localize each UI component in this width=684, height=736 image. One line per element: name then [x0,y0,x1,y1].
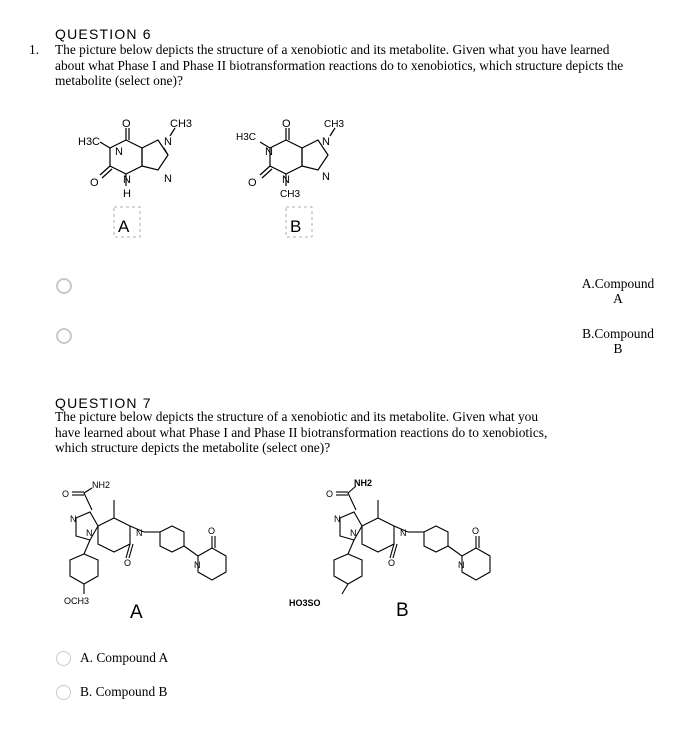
atom-o: O [248,177,257,189]
q6-option-b-radio[interactable] [56,328,72,344]
atom-o: O [122,118,131,130]
q6-structures-figure [60,108,360,258]
q7-option-a-radio[interactable] [56,651,71,666]
question-6-prompt [55,42,675,89]
atom-n: N [322,136,330,148]
atom-n: N [86,528,93,538]
atom-o: O [208,526,216,536]
atom-ch3: CH3 [324,119,345,130]
q7-compound-a-structure [70,488,226,594]
q7-structure-label-a: A [130,602,143,623]
atom-o: O [326,489,334,499]
option-line: A.Compound [581,276,655,291]
atom-ch3: CH3 [170,118,193,130]
atom-n: N [265,146,273,158]
question-7-prompt [55,409,575,456]
question-number: 1. [29,42,40,57]
atom-n: N [334,514,341,524]
atom-n: N [115,146,123,158]
q6-structure-label-a: A [118,217,130,236]
atom-o: O [388,558,396,568]
atom-n: N [70,514,77,524]
atom-n: N [282,174,290,186]
atom-n: N [322,171,330,183]
q6-structure-label-b: B [290,217,302,236]
atom-och3: OCH3 [64,596,90,606]
option-line: B [613,341,623,356]
atom-n: N [400,528,407,538]
atom-o: O [124,558,132,568]
atom-o: O [282,118,291,130]
q6-option-b-label[interactable] [578,326,658,356]
atom-nh2: NH2 [92,480,111,490]
prompt-line: have learned about what Phase I and Phase II biotransformation reactions do to xenobiotics, [55,424,548,440]
atom-ch3: CH3 [280,189,301,200]
prompt-line: about what Phase I and Phase II biotransformation reactions do to xenobiotics, which structure depicts the [55,57,624,73]
q7-option-b-radio[interactable] [56,685,71,700]
atom-n: N [164,173,172,185]
atom-o: O [62,489,70,499]
atom-n: N [164,136,172,148]
atom-n: N [350,528,357,538]
q7-structures-figure [60,470,520,630]
atom-n: N [194,560,201,570]
q6-option-a-label[interactable] [578,276,658,306]
atom-n: N [136,528,143,538]
prompt-line: The picture below depicts the structure of a xenobiotic and its metabolite. Given what you [55,409,539,424]
q7-option-a-label[interactable]: A. Compound A [80,650,169,665]
q7-compound-b-structure [334,486,490,594]
prompt-line: which structure depicts the metabolite (select one)? [55,440,331,456]
q6-option-a-radio[interactable] [56,278,72,294]
question-7-heading: QUESTION 7 [55,395,152,411]
atom-h: H [123,188,131,200]
option-line: B.Compound [582,326,654,341]
prompt-line: The picture below depicts the structure of a xenobiotic and its metabolite. Given what you have learned [55,42,610,57]
atom-o: O [472,526,480,536]
question-6-heading: QUESTION 6 [55,26,152,42]
atom-ho3so: HO3SO [289,598,321,608]
atom-n: N [123,174,131,186]
prompt-line: metabolite (select one)? [55,73,183,89]
q7-option-b-label[interactable]: B. Compound B [80,684,168,699]
atom-h3c: H3C [236,132,257,143]
q7-structure-label-b: B [396,600,409,621]
option-line: A [613,291,623,306]
atom-o: O [90,177,99,189]
atom-h3c: H3C [78,136,101,148]
atom-n: N [458,560,465,570]
atom-nh2: NH2 [354,478,373,488]
